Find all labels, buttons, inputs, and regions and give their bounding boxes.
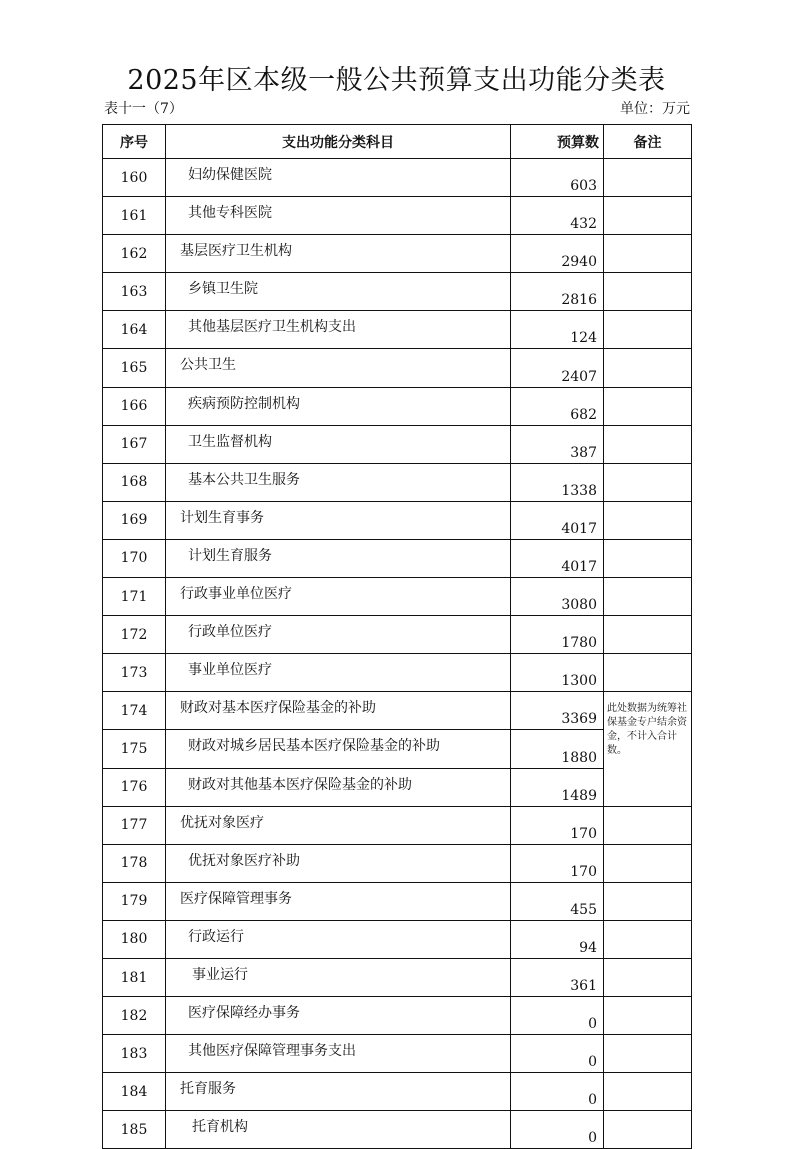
row-note (604, 501, 692, 539)
row-budget-value: 170 (511, 806, 604, 844)
row-number: 178 (103, 844, 166, 882)
row-category-name: 医疗保障经办事务 (166, 997, 511, 1035)
row-budget-value: 3369 (511, 692, 604, 730)
row-category-name: 乡镇卫生院 (166, 273, 511, 311)
row-category-name: 事业单位医疗 (166, 654, 511, 692)
table-row (103, 654, 692, 692)
table-row (103, 1035, 692, 1073)
row-note (604, 273, 692, 311)
row-number: 171 (103, 578, 166, 616)
row-note (604, 578, 692, 616)
row-note (604, 882, 692, 920)
row-budget-value: 4017 (511, 501, 604, 539)
unit-label: 单位：万元 (620, 101, 690, 117)
header-num: 序号 (103, 125, 166, 159)
row-category-name: 计划生育服务 (166, 539, 511, 577)
row-category-name: 优抚对象医疗 (166, 806, 511, 844)
budget-table (102, 124, 692, 1149)
row-category-name: 公共卫生 (166, 349, 511, 387)
row-note (604, 387, 692, 425)
table-row (103, 616, 692, 654)
row-number: 175 (103, 730, 166, 768)
row-budget-value: 1780 (511, 616, 604, 654)
row-number: 161 (103, 197, 166, 235)
row-budget-value: 1338 (511, 463, 604, 501)
row-category-name: 疾病预防控制机构 (166, 387, 511, 425)
table-row (103, 768, 692, 806)
row-number: 183 (103, 1035, 166, 1073)
row-note (604, 958, 692, 996)
row-category-name: 医疗保障管理事务 (166, 882, 511, 920)
row-note (604, 159, 692, 197)
row-number: 160 (103, 159, 166, 197)
row-budget-value: 1489 (511, 768, 604, 806)
row-number: 177 (103, 806, 166, 844)
row-category-name: 财政对基本医疗保险基金的补助 (166, 692, 511, 730)
table-row (103, 730, 692, 768)
table-row (103, 311, 692, 349)
table-row (103, 539, 692, 577)
row-category-name: 托育机构 (166, 1111, 511, 1149)
header-note: 备注 (604, 125, 692, 159)
row-number: 167 (103, 425, 166, 463)
row-budget-value: 682 (511, 387, 604, 425)
row-note (604, 654, 692, 692)
row-category-name: 行政单位医疗 (166, 616, 511, 654)
row-category-name: 财政对其他基本医疗保险基金的补助 (166, 768, 511, 806)
row-budget-value: 2940 (511, 235, 604, 273)
row-budget-value: 603 (511, 159, 604, 197)
table-row (103, 1073, 692, 1111)
row-budget-value: 0 (511, 1111, 604, 1149)
table-row (103, 501, 692, 539)
row-number: 165 (103, 349, 166, 387)
row-number: 166 (103, 387, 166, 425)
row-number: 184 (103, 1073, 166, 1111)
row-category-name: 卫生监督机构 (166, 425, 511, 463)
row-budget-value: 3080 (511, 578, 604, 616)
row-note (604, 1073, 692, 1111)
row-category-name: 财政对城乡居民基本医疗保险基金的补助 (166, 730, 511, 768)
row-budget-value: 432 (511, 197, 604, 235)
row-category-name: 其他医疗保障管理事务支出 (166, 1035, 511, 1073)
row-category-name: 妇幼保健医院 (166, 159, 511, 197)
header-budget: 预算数 (511, 125, 604, 159)
table-row (103, 844, 692, 882)
page-title: 2025年区本级一般公共预算支出功能分类表 (127, 65, 666, 96)
row-number: 173 (103, 654, 166, 692)
row-note-merged: 此处数据为统筹社保基金专户结余资金，不计入合计数。 (604, 692, 692, 806)
row-note (604, 235, 692, 273)
table-row (103, 578, 692, 616)
row-budget-value: 124 (511, 311, 604, 349)
table-row (103, 958, 692, 996)
row-category-name: 行政运行 (166, 920, 511, 958)
row-budget-value: 455 (511, 882, 604, 920)
table-code: 表十一（7） (104, 101, 183, 117)
row-budget-value: 0 (511, 997, 604, 1035)
table-row (103, 692, 692, 730)
row-category-name: 其他基层医疗卫生机构支出 (166, 311, 511, 349)
row-number: 169 (103, 501, 166, 539)
row-note (604, 806, 692, 844)
table-row (103, 425, 692, 463)
row-budget-value: 94 (511, 920, 604, 958)
row-budget-value: 361 (511, 958, 604, 996)
row-note (604, 844, 692, 882)
row-note (604, 349, 692, 387)
row-number: 180 (103, 920, 166, 958)
table-row (103, 1111, 692, 1149)
row-number: 162 (103, 235, 166, 273)
table-row (103, 349, 692, 387)
row-category-name: 基层医疗卫生机构 (166, 235, 511, 273)
row-note (604, 1035, 692, 1073)
row-note (604, 997, 692, 1035)
row-category-name: 行政事业单位医疗 (166, 578, 511, 616)
row-number: 176 (103, 768, 166, 806)
row-note (604, 425, 692, 463)
row-number: 168 (103, 463, 166, 501)
row-budget-value: 2407 (511, 349, 604, 387)
row-budget-value: 170 (511, 844, 604, 882)
row-category-name: 事业运行 (166, 958, 511, 996)
row-note (604, 311, 692, 349)
row-number: 164 (103, 311, 166, 349)
row-budget-value: 0 (511, 1035, 604, 1073)
row-note (604, 197, 692, 235)
row-number: 170 (103, 539, 166, 577)
row-category-name: 优抚对象医疗补助 (166, 844, 511, 882)
table-row (103, 882, 692, 920)
row-category-name: 计划生育事务 (166, 501, 511, 539)
table-row (103, 235, 692, 273)
table-row (103, 159, 692, 197)
row-number: 185 (103, 1111, 166, 1149)
row-category-name: 托育服务 (166, 1073, 511, 1111)
row-category-name: 基本公共卫生服务 (166, 463, 511, 501)
row-number: 174 (103, 692, 166, 730)
row-budget-value: 2816 (511, 273, 604, 311)
row-note (604, 616, 692, 654)
table-row (103, 197, 692, 235)
row-note (604, 920, 692, 958)
table-row (103, 387, 692, 425)
row-budget-value: 0 (511, 1073, 604, 1111)
table-row (103, 463, 692, 501)
row-number: 179 (103, 882, 166, 920)
row-category-name: 其他专科医院 (166, 197, 511, 235)
row-budget-value: 387 (511, 425, 604, 463)
table-row (103, 806, 692, 844)
table-row (103, 273, 692, 311)
table-row (103, 920, 692, 958)
row-note (604, 539, 692, 577)
row-number: 163 (103, 273, 166, 311)
header-name: 支出功能分类科目 (166, 125, 511, 159)
row-budget-value: 1300 (511, 654, 604, 692)
row-note (604, 463, 692, 501)
row-number: 172 (103, 616, 166, 654)
row-budget-value: 4017 (511, 539, 604, 577)
row-note (604, 1111, 692, 1149)
row-budget-value: 1880 (511, 730, 604, 768)
row-number: 182 (103, 997, 166, 1035)
table-header-row (103, 125, 692, 159)
row-number: 181 (103, 958, 166, 996)
table-row (103, 997, 692, 1035)
